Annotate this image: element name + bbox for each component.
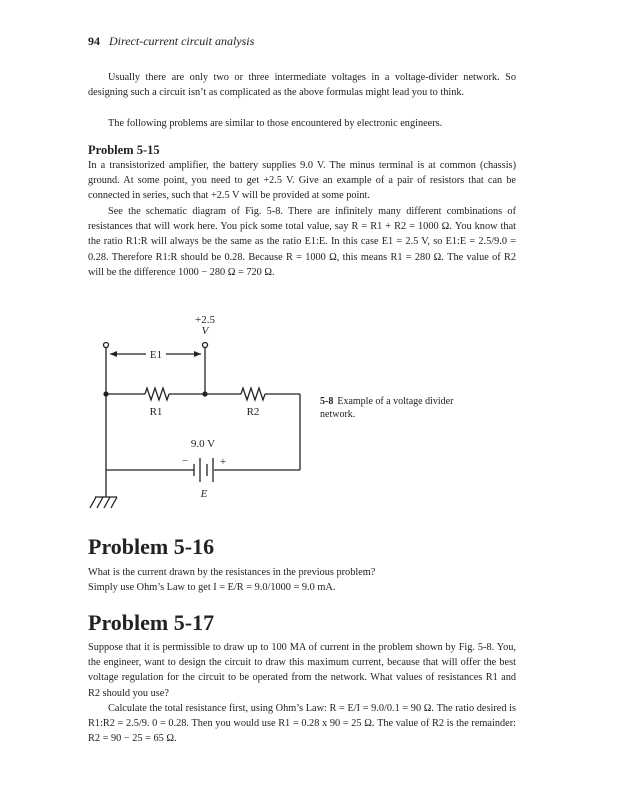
problem-5-17-paragraph-2: Calculate the total resistance first, using Ohm’s Law: R = E/I = 9.0/0.1 = 90 Ω. The ratio desired is R1:R2 = 2.5/9. 0 = 0.28. Then you would use R1 = 0.28 x 90 = 25 Ω. The value of R2 is the remainder: R2 = 90 − 25 = 65 Ω. (88, 703, 516, 745)
voltage-label: +2.5 (195, 314, 215, 326)
junction-left (103, 391, 108, 396)
arrow-left-icon (110, 351, 117, 357)
problem-5-17-heading: Problem 5-17 (88, 610, 215, 635)
resistor-r1 (145, 388, 169, 400)
ground-symbol (90, 497, 117, 508)
battery-voltage-label: 9.0 V (190, 438, 216, 450)
r2-label: R2 (246, 406, 260, 418)
intro-paragraph-2: The following problems are similar to those encountered by electronic engineers. (108, 118, 443, 129)
output-terminal (203, 343, 208, 348)
plus-label: + (219, 456, 227, 468)
running-title: Direct-current circuit analysis (109, 34, 255, 48)
intro-paragraph-1: Usually there are only two or three intermediate voltages in a voltage-divider network. So designing such a circuit isn’t as complicated as the above formulas might lead you to think. (88, 72, 516, 99)
minus-label: − (181, 455, 189, 467)
problem-5-16-paragraph-1: What is the current drawn by the resistances in the previous problem? (88, 567, 376, 578)
left-terminal (104, 343, 109, 348)
junction-middle (202, 391, 207, 396)
problem-5-16-paragraph-2: Simply use Ohm’s Law to get I = E/R = 9.0/1000 = 9.0 mA. (88, 582, 336, 593)
figure-caption (320, 395, 460, 421)
problem-5-16-heading: Problem 5-16 (88, 534, 215, 559)
arrow-right-icon (194, 351, 201, 357)
problem-5-17-paragraph-1: Suppose that it is permissible to draw up to 100 MA of current in the problem shown by Fig. 5-8. You, the engineer, want to design the circuit to draw this maximum current, because that will offer the best voltage regulation for the circuit to be operated from the network. What values of resistances R1 and R2 should you use? (88, 642, 516, 699)
r1-label: R1 (149, 406, 163, 418)
problem-5-15-paragraph-1: In a transistorized amplifier, the battery supplies 9.0 V. The minus terminal is at common (chassis) ground. At some point, you need to get +2.5 V. Give an example of a pair of resistors that can be connected in series, such that +2.5 V will be provided at some point. (88, 160, 516, 202)
voltage-unit-label: V (201, 325, 209, 337)
problem-5-15-paragraph-2: See the schematic diagram of Fig. 5-8. There are infinitely many different combinations of resistances that will work here. You pick some total value, say R = R1 + R2 = 1000 Ω. You know that the ratio R1:R will always be the same as the ratio E1:E. In this case E1 = 2.5 V, so E1:E = 2.5/9.0 = 0.28. Therefore R1:R should be 0.28. Because R = 1000 Ω, this means R1 = 280 Ω. The value of R2 will be the difference 1000 − 280 Ω = 720 Ω. (88, 206, 516, 278)
battery-label: E (200, 488, 208, 500)
page-number: 94 (88, 34, 100, 48)
figure-caption-text: Example of a voltage divider network. (320, 396, 454, 420)
battery-symbol (194, 458, 213, 482)
e1-label: E1 (149, 349, 163, 361)
resistor-r2 (241, 388, 265, 400)
problem-5-15-heading: Problem 5-15 (88, 143, 160, 157)
figure-number: 5-8 (320, 396, 334, 407)
